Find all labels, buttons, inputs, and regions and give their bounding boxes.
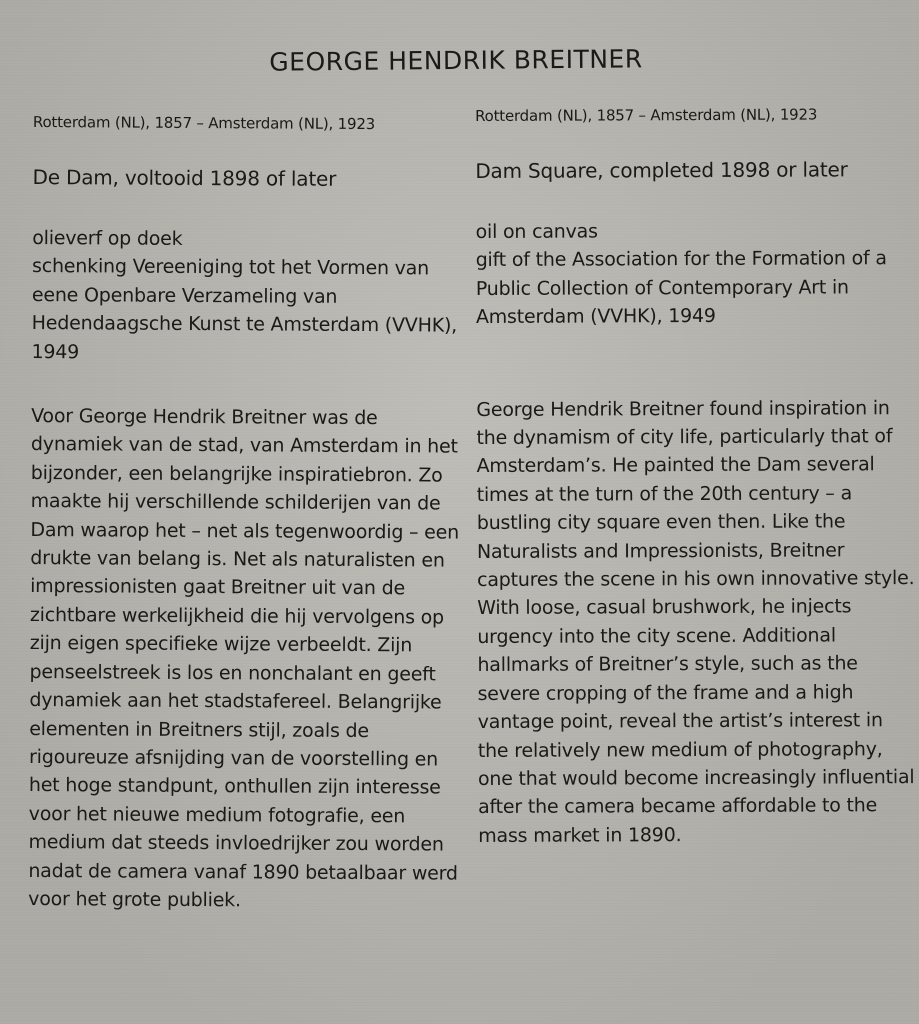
- dutch-credit-block: [31, 224, 462, 369]
- english-medium: oil on canvas: [475, 220, 598, 243]
- dutch-medium: olieverf op doek: [32, 226, 183, 250]
- dutch-credit-line: schenking Vereeniging tot het Vormen van eene Openbare Verzameling van Hedendaagsche Kunst te Amsterdam (VVHK), 1949: [31, 255, 458, 363]
- english-artist-origin: Rotterdam (NL), 1857 – Amsterdam (NL), 1923: [475, 105, 818, 125]
- english-artwork-title: Dam Square, completed 1898 or later: [475, 157, 848, 183]
- dutch-artwork-title: De Dam, voltooid 1898 of later: [32, 164, 337, 191]
- english-credit-line: gift of the Association for the Formation of a Public Collection of Contemporary Art in Amsterdam (VVHK), 1949: [475, 247, 887, 329]
- english-credit-block: [475, 216, 915, 332]
- dutch-column: [28, 112, 463, 916]
- artist-name-heading: GEORGE HENDRIK BREITNER: [269, 44, 643, 77]
- dutch-description: Voor George Hendrik Breitner was de dynamiek van de stad, van Amsterdam in het bijzonder, een belangrijke inspiratiebron. Zo maakte hij verschillende schilderijen van de Dam waarop het – net als tegenwoordig – een drukte van belang is. Net als naturalisten en impressionisten gaat Breitner uit van de zichtbare werkelijkheid die hij vervolgens op zijn eigen specifieke wijze verbeeldt. Zijn penseelstreek is los en nonchalant en geeft dynamiek aan het stadstafereel. Belangrijke elementen in Breitners stijl, zoals de rigoureuze afsnijding van de voorstelling en het hoge standpunt, onthullen zijn interesse voor het nieuwe medium fotografie, een medium dat steeds invloedrijker zou worden nadat de camera vanaf 1890 betaalbaar werd voor het grote publiek.: [28, 405, 460, 912]
- english-description: George Hendrik Breitner found inspiration in the dynamism of city life, particularly that of Amsterdam’s. He painted the Dam several times at the turn of the 20th century – a bustling city square even then. Like the Naturalists and Impressionists, Breitner captures the scene in his own innovative style. With loose, casual brushwork, he injects urgency into the city scene. Additional hallmarks of Breitner’s style, such as the severe cropping of the frame and a high vantage point, reveal the artist’s interest in the relatively new medium of photography, one that would become increasingly influential after the camera became affordable to the mass market in 1890.: [476, 396, 915, 847]
- dutch-artist-origin: Rotterdam (NL), 1857 – Amsterdam (NL), 1923: [32, 112, 376, 134]
- english-column: [475, 104, 918, 850]
